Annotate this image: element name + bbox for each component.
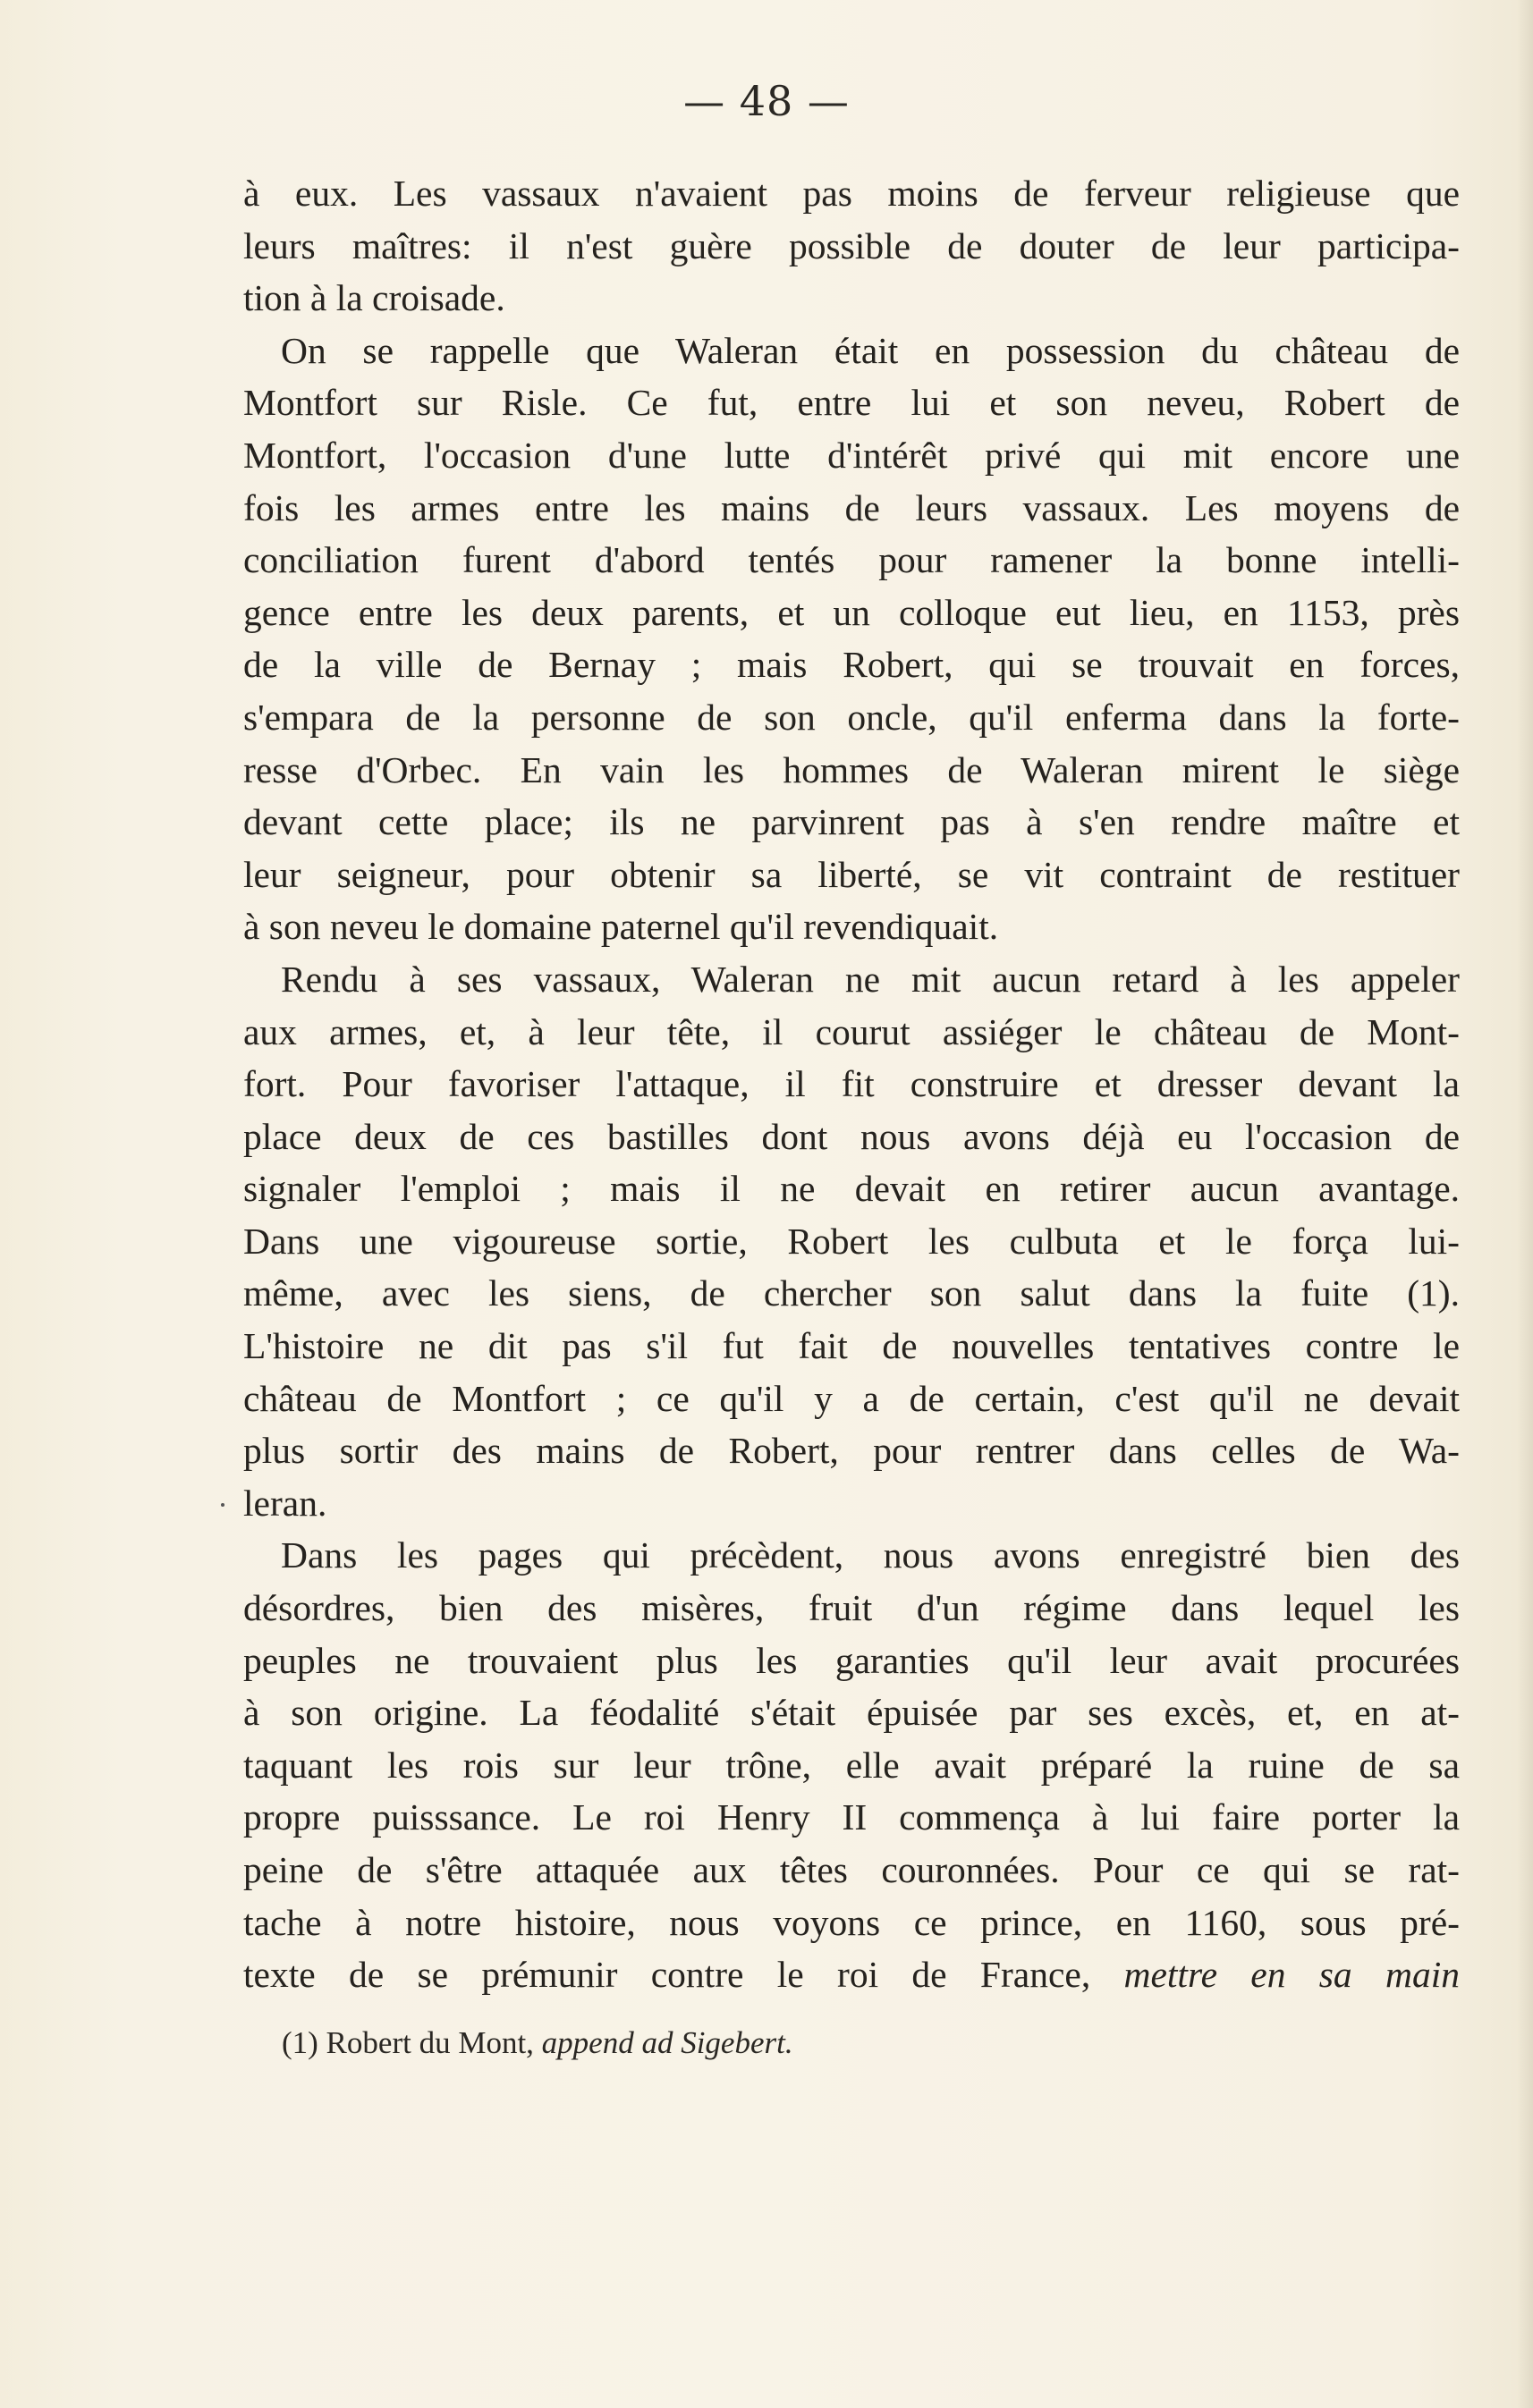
text-line-content: peuples ne trouvaient plus les garanties qu'il leur avait procurées bbox=[243, 1639, 1460, 1681]
text-line bbox=[243, 1635, 1460, 1687]
text-line-content: leurs maîtres: il n'est guère possible de douter de leur participa- bbox=[243, 224, 1460, 266]
text-line bbox=[243, 1739, 1460, 1792]
text-line bbox=[243, 534, 1460, 587]
text-line-content: château de Montfort ; ce qu'il y a de certain, c'est qu'il ne devait bbox=[243, 1377, 1460, 1419]
page-edge-shadow bbox=[1517, 0, 1533, 2408]
text-line bbox=[243, 1320, 1460, 1373]
text-line bbox=[243, 220, 1460, 273]
text-line-content: gence entre les deux parents, et un colloque eut lieu, en 1153, près bbox=[243, 591, 1460, 633]
text-line bbox=[243, 691, 1460, 744]
text-line-content: conciliation furent d'abord tentés pour ramener la bonne intelli- bbox=[243, 539, 1460, 581]
text-line-content: tache à notre histoire, nous voyons ce prince, en 1160, sous pré- bbox=[243, 1901, 1460, 1943]
text-line bbox=[243, 1267, 1460, 1320]
text-line-content: Montfort sur Risle. Ce fut, entre lui et son neveu, Robert de bbox=[243, 382, 1460, 424]
text-line bbox=[243, 376, 1460, 429]
text-line bbox=[243, 1373, 1460, 1425]
text-line bbox=[243, 1529, 1460, 1582]
text-line-content: resse d'Orbec. En vain les hommes de Waleran mirent le siège bbox=[243, 748, 1460, 790]
text-line-italic: mettre en sa main bbox=[1123, 1954, 1460, 1996]
text-line-content: place deux de ces bastilles dont nous avons déjà eu l'occasion de bbox=[243, 1115, 1460, 1157]
text-line bbox=[243, 953, 1460, 1006]
text-line bbox=[243, 900, 1460, 953]
text-line-content: signaler l'emploi ; mais il ne devait en retirer aucun avantage. bbox=[243, 1168, 1460, 1210]
text-line-content: fois les armes entre les mains de leurs vassaux. Les moyens de bbox=[243, 486, 1460, 528]
text-line-content: peine de s'être attaquée aux têtes couronnées. Pour ce qui se rat- bbox=[243, 1849, 1460, 1890]
text-line bbox=[243, 638, 1460, 691]
text-line-content: aux armes, et, à leur tête, il courut assiéger le château de Mont- bbox=[243, 1010, 1460, 1052]
text-line bbox=[243, 1162, 1460, 1215]
footnote bbox=[282, 2025, 793, 2061]
text-line bbox=[243, 1215, 1460, 1268]
text-line bbox=[243, 167, 1460, 220]
text-line-content: de la ville de Bernay ; mais Robert, qui se trouvait en forces, bbox=[243, 644, 1460, 686]
text-line-content: Dans une vigoureuse sortie, Robert les culbuta et le força lui- bbox=[243, 1220, 1460, 1262]
body-text bbox=[243, 167, 1460, 2001]
text-line bbox=[243, 1477, 1460, 1530]
text-line-content: devant cette place; ils ne parvinrent pas à s'en rendre maître et bbox=[243, 801, 1460, 843]
text-line bbox=[243, 1058, 1460, 1111]
text-line bbox=[243, 1791, 1460, 1844]
text-line-content: propre puisssance. Le roi Henry II commença à lui faire porter la bbox=[243, 1796, 1460, 1838]
text-line bbox=[243, 1844, 1460, 1897]
text-line bbox=[243, 587, 1460, 639]
text-line-content: même, avec les siens, de chercher son salut dans la fuite (1). bbox=[243, 1272, 1460, 1314]
text-line bbox=[243, 849, 1460, 901]
text-line bbox=[243, 1424, 1460, 1477]
text-line-content: plus sortir des mains de Robert, pour rentrer dans celles de Wa- bbox=[243, 1430, 1460, 1472]
text-line bbox=[243, 429, 1460, 482]
text-line-content: à son neveu le domaine paternel qu'il revendiquait. bbox=[243, 906, 999, 948]
footnote-italic: append ad Sigebert. bbox=[541, 2025, 793, 2060]
text-line-content: texte de se prémunir contre le roi de France, bbox=[243, 1954, 1091, 1996]
text-line bbox=[243, 482, 1460, 535]
text-line bbox=[243, 1948, 1460, 2001]
text-line bbox=[243, 325, 1460, 377]
text-line bbox=[243, 1686, 1460, 1739]
text-line-content: Rendu à ses vassaux, Waleran ne mit aucun retard à les appeler bbox=[281, 958, 1460, 1000]
text-line bbox=[243, 1582, 1460, 1635]
text-line-content: Dans les pages qui précèdent, nous avons enregistré bien des bbox=[281, 1534, 1460, 1576]
text-line bbox=[243, 272, 1460, 325]
text-line-content: On se rappelle que Waleran était en possession du château de bbox=[281, 329, 1460, 371]
text-line bbox=[243, 744, 1460, 797]
footnote-citation: (1) Robert du Mont, bbox=[282, 2025, 534, 2060]
text-line-content: fort. Pour favoriser l'attaque, il fit construire et dresser devant la bbox=[243, 1063, 1460, 1105]
text-line-content: à eux. Les vassaux n'avaient pas moins de ferveur religieuse que bbox=[243, 173, 1460, 214]
text-line bbox=[243, 1111, 1460, 1163]
text-line-content: leran. bbox=[243, 1482, 327, 1524]
margin-mark bbox=[221, 1503, 224, 1507]
page-number: — 48 — bbox=[683, 77, 850, 125]
text-line-content: s'empara de la personne de son oncle, qu'il enferma dans la forte- bbox=[243, 696, 1460, 738]
text-line-content: Montfort, l'occasion d'une lutte d'intérêt privé qui mit encore une bbox=[243, 434, 1460, 476]
text-line-content: désordres, bien des misères, fruit d'un régime dans lequel les bbox=[243, 1587, 1460, 1629]
text-line-content: taquant les rois sur leur trône, elle avait préparé la ruine de sa bbox=[243, 1744, 1460, 1786]
text-line-content: leur seigneur, pour obtenir sa liberté, se vit contraint de restituer bbox=[243, 853, 1460, 895]
text-line bbox=[243, 796, 1460, 849]
text-line-content: tion à la croisade. bbox=[243, 277, 505, 319]
text-line bbox=[243, 1897, 1460, 1949]
text-line-content: à son origine. La féodalité s'était épuisée par ses excès, et, en at- bbox=[243, 1692, 1460, 1734]
text-line-content: L'histoire ne dit pas s'il fut fait de nouvelles tentatives contre le bbox=[243, 1325, 1460, 1367]
text-line bbox=[243, 1006, 1460, 1059]
